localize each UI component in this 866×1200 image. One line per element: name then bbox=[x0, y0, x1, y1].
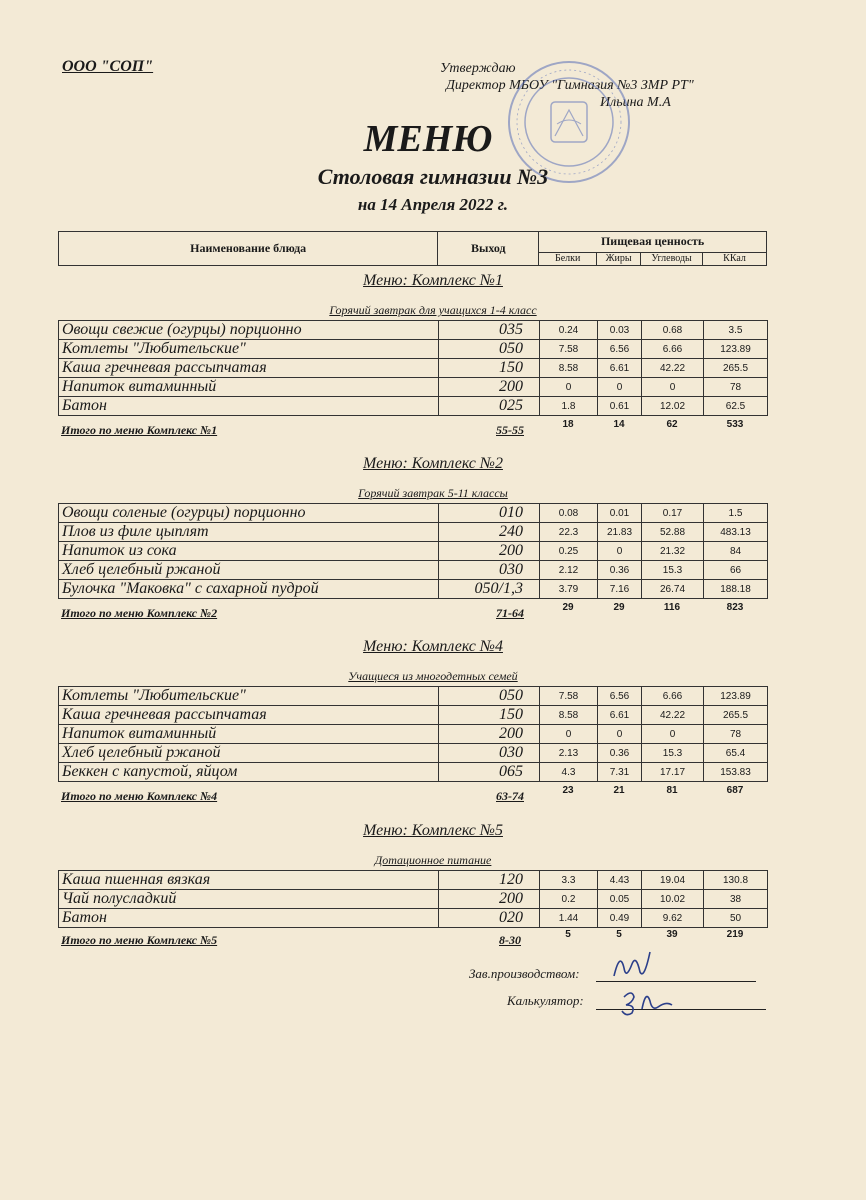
section-table bbox=[58, 870, 768, 928]
dish-kcal: 50 bbox=[704, 909, 768, 928]
dish-fat: 7.16 bbox=[598, 580, 642, 599]
dish-fat: 21.83 bbox=[598, 523, 642, 542]
dish-carbs: 15.3 bbox=[642, 561, 704, 580]
dish-fat: 4.43 bbox=[598, 871, 642, 890]
menu-item-row bbox=[59, 763, 768, 782]
dish-fat: 6.56 bbox=[598, 687, 642, 706]
dish-yield: 200 bbox=[439, 725, 540, 744]
company-name: ООО "СОП" bbox=[62, 58, 154, 75]
dish-kcal: 483.13 bbox=[704, 523, 768, 542]
dish-fat: 0.61 bbox=[598, 397, 642, 416]
dish-protein: 22.3 bbox=[540, 523, 598, 542]
dish-carbs: 0 bbox=[642, 725, 704, 744]
dish-fat: 0 bbox=[598, 542, 642, 561]
dish-protein: 7.58 bbox=[540, 687, 598, 706]
dish-fat: 0.36 bbox=[598, 561, 642, 580]
total-kcal: 687 bbox=[726, 785, 744, 796]
header-nutrition: Пищевая ценность bbox=[539, 232, 767, 253]
dish-name: Напиток витаминный bbox=[59, 725, 439, 744]
dish-fat: 0 bbox=[598, 378, 642, 397]
dish-name: Напиток витаминный bbox=[59, 378, 439, 397]
header-carbs: Углеводы bbox=[641, 252, 703, 265]
dish-yield: 150 bbox=[439, 706, 540, 725]
dish-kcal: 123.89 bbox=[704, 340, 768, 359]
production-signature bbox=[606, 946, 656, 986]
dish-name: Напиток из сока bbox=[59, 542, 439, 561]
menu-item-row bbox=[59, 744, 768, 763]
dish-name: Каша гречневая рассыпчатая bbox=[59, 359, 439, 378]
dish-kcal: 130.8 bbox=[704, 871, 768, 890]
dish-name: Овощи соленые (огурцы) порционно bbox=[59, 504, 439, 523]
dish-carbs: 52.88 bbox=[642, 523, 704, 542]
dish-kcal: 62.5 bbox=[704, 397, 768, 416]
menu-item-row bbox=[59, 706, 768, 725]
dish-kcal: 265.5 bbox=[704, 706, 768, 725]
page-title bbox=[0, 117, 866, 161]
dish-carbs: 21.32 bbox=[642, 542, 704, 561]
section-table bbox=[58, 503, 768, 599]
dish-protein: 2.12 bbox=[540, 561, 598, 580]
menu-item-row bbox=[59, 542, 768, 561]
dish-yield: 030 bbox=[439, 744, 540, 763]
dish-kcal: 84 bbox=[704, 542, 768, 561]
dish-protein: 0.25 bbox=[540, 542, 598, 561]
dish-carbs: 26.74 bbox=[642, 580, 704, 599]
approve-name: Ильина М.А bbox=[600, 95, 671, 110]
dish-protein: 3.79 bbox=[540, 580, 598, 599]
dish-fat: 6.56 bbox=[598, 340, 642, 359]
dish-fat: 0.01 bbox=[598, 504, 642, 523]
dish-yield: 240 bbox=[439, 523, 540, 542]
dish-name: Беккен с капустой, яйцом bbox=[59, 763, 439, 782]
section-subtitle: Горячий завтрак для учащихся 1-4 класс bbox=[329, 303, 537, 317]
section-title: Меню: Комплекс №2 bbox=[363, 455, 503, 472]
dish-name: Хлеб целебный ржаной bbox=[59, 744, 439, 763]
dish-name: Булочка "Маковка" с сахарной пудрой bbox=[59, 580, 439, 599]
menu-item-row bbox=[59, 725, 768, 744]
menu-item-row bbox=[59, 890, 768, 909]
dish-protein: 2.13 bbox=[540, 744, 598, 763]
menu-item-row bbox=[59, 321, 768, 340]
menu-item-row bbox=[59, 580, 768, 599]
dish-yield: 035 bbox=[439, 321, 540, 340]
dish-name: Плов из филе цыплят bbox=[59, 523, 439, 542]
section-title: Меню: Комплекс №4 bbox=[363, 638, 503, 655]
total-yield: 55-55 bbox=[496, 423, 524, 437]
dish-fat: 7.31 bbox=[598, 763, 642, 782]
dish-carbs: 12.02 bbox=[642, 397, 704, 416]
dish-carbs: 10.02 bbox=[642, 890, 704, 909]
dish-yield: 065 bbox=[439, 763, 540, 782]
header-fat: Жиры bbox=[597, 252, 641, 265]
total-yield: 63-74 bbox=[496, 789, 524, 803]
total-protein: 29 bbox=[562, 602, 574, 613]
page-subtitle: Столовая гимназии №3 bbox=[317, 164, 549, 189]
dish-carbs: 42.22 bbox=[642, 359, 704, 378]
total-carbs: 81 bbox=[666, 785, 678, 796]
dish-kcal: 188.18 bbox=[704, 580, 768, 599]
dish-carbs: 15.3 bbox=[642, 744, 704, 763]
dish-kcal: 78 bbox=[704, 725, 768, 744]
dish-fat: 0.03 bbox=[598, 321, 642, 340]
dish-kcal: 123.89 bbox=[704, 687, 768, 706]
dish-kcal: 3.5 bbox=[704, 321, 768, 340]
dish-kcal: 1.5 bbox=[704, 504, 768, 523]
total-carbs: 39 bbox=[666, 929, 678, 940]
dish-yield: 030 bbox=[439, 561, 540, 580]
dish-fat: 0.49 bbox=[598, 909, 642, 928]
section-title: Меню: Комплекс №1 bbox=[363, 272, 503, 289]
dish-carbs: 6.66 bbox=[642, 687, 704, 706]
dish-yield: 010 bbox=[439, 504, 540, 523]
total-protein: 5 bbox=[565, 929, 571, 940]
menu-item-row bbox=[59, 523, 768, 542]
total-label: Итого по меню Комплекс №2 bbox=[61, 606, 218, 620]
dish-kcal: 78 bbox=[704, 378, 768, 397]
production-manager-label: Зав.производством: bbox=[469, 966, 580, 981]
dish-carbs: 6.66 bbox=[642, 340, 704, 359]
dish-fat: 0.36 bbox=[598, 744, 642, 763]
dish-name: Батон bbox=[59, 397, 439, 416]
dish-yield: 200 bbox=[439, 542, 540, 561]
total-kcal: 823 bbox=[726, 602, 744, 613]
dish-kcal: 66 bbox=[704, 561, 768, 580]
dish-fat: 6.61 bbox=[598, 706, 642, 725]
dish-yield: 050 bbox=[439, 687, 540, 706]
dish-yield: 120 bbox=[439, 871, 540, 890]
section-title: Меню: Комплекс №5 bbox=[363, 822, 503, 839]
total-kcal: 219 bbox=[726, 929, 744, 940]
menu-item-row bbox=[59, 561, 768, 580]
section-subtitle: Учащиеся из многодетных семей bbox=[348, 669, 518, 683]
dish-protein: 0.24 bbox=[540, 321, 598, 340]
calculator-label: Калькулятор: bbox=[507, 993, 584, 1008]
menu-item-row bbox=[59, 687, 768, 706]
menu-item-row bbox=[59, 340, 768, 359]
section-total bbox=[58, 602, 767, 620]
dish-fat: 0 bbox=[598, 725, 642, 744]
dish-yield: 200 bbox=[439, 890, 540, 909]
total-yield: 71-64 bbox=[496, 606, 524, 620]
section-table bbox=[58, 320, 768, 416]
dish-kcal: 265.5 bbox=[704, 359, 768, 378]
total-kcal: 533 bbox=[726, 419, 744, 430]
dish-name: Батон bbox=[59, 909, 439, 928]
dish-protein: 0.2 bbox=[540, 890, 598, 909]
column-header-table bbox=[58, 231, 767, 266]
dish-carbs: 9.62 bbox=[642, 909, 704, 928]
dish-yield: 050 bbox=[439, 340, 540, 359]
dish-protein: 0 bbox=[540, 378, 598, 397]
menu-item-row bbox=[59, 909, 768, 928]
total-carbs: 62 bbox=[666, 419, 678, 430]
dish-protein: 1.8 bbox=[540, 397, 598, 416]
header-kcal: ККал bbox=[703, 252, 767, 265]
menu-item-row bbox=[59, 504, 768, 523]
dish-name: Чай полусладкий bbox=[59, 890, 439, 909]
total-label: Итого по меню Комплекс №1 bbox=[61, 423, 218, 437]
section-subtitle: Дотационное питание bbox=[374, 853, 492, 867]
dish-carbs: 42.22 bbox=[642, 706, 704, 725]
dish-carbs: 0.68 bbox=[642, 321, 704, 340]
section-table bbox=[58, 686, 768, 782]
total-fat: 14 bbox=[613, 419, 625, 430]
dish-carbs: 17.17 bbox=[642, 763, 704, 782]
total-fat: 21 bbox=[613, 785, 625, 796]
dish-carbs: 0.17 bbox=[642, 504, 704, 523]
page-title-text: МЕНЮ bbox=[363, 118, 493, 160]
total-fat: 5 bbox=[616, 929, 622, 940]
dish-kcal: 38 bbox=[704, 890, 768, 909]
approve-position: Директор МБОУ "Гимназия №3 ЗМР РТ" bbox=[446, 78, 694, 93]
section-subtitle: Горячий завтрак 5-11 классы bbox=[358, 486, 508, 500]
menu-item-row bbox=[59, 871, 768, 890]
dish-carbs: 19.04 bbox=[642, 871, 704, 890]
total-fat: 29 bbox=[613, 602, 625, 613]
dish-yield: 200 bbox=[439, 378, 540, 397]
section-total bbox=[58, 419, 767, 437]
dish-carbs: 0 bbox=[642, 378, 704, 397]
dish-protein: 3.3 bbox=[540, 871, 598, 890]
header-yield: Выход bbox=[438, 232, 539, 266]
total-protein: 18 bbox=[562, 419, 574, 430]
dish-fat: 0.05 bbox=[598, 890, 642, 909]
dish-fat: 6.61 bbox=[598, 359, 642, 378]
total-carbs: 116 bbox=[663, 602, 681, 613]
total-label: Итого по меню Комплекс №4 bbox=[61, 789, 218, 803]
dish-name: Каша гречневая рассыпчатая bbox=[59, 706, 439, 725]
dish-name: Хлеб целебный ржаной bbox=[59, 561, 439, 580]
dish-protein: 1.44 bbox=[540, 909, 598, 928]
dish-protein: 8.58 bbox=[540, 706, 598, 725]
menu-item-row bbox=[59, 378, 768, 397]
menu-item-row bbox=[59, 359, 768, 378]
dish-yield: 020 bbox=[439, 909, 540, 928]
approve-word: Утверждаю bbox=[440, 61, 516, 76]
dish-kcal: 153.83 bbox=[704, 763, 768, 782]
header-protein: Белки bbox=[539, 252, 597, 265]
dish-protein: 7.58 bbox=[540, 340, 598, 359]
dish-protein: 0.08 bbox=[540, 504, 598, 523]
dish-name: Каша пшенная вязкая bbox=[59, 871, 439, 890]
section-total bbox=[58, 785, 767, 803]
dish-name: Котлеты "Любительские" bbox=[59, 340, 439, 359]
header-name: Наименование блюда bbox=[59, 232, 438, 266]
menu-item-row bbox=[59, 397, 768, 416]
dish-protein: 0 bbox=[540, 725, 598, 744]
total-label: Итого по меню Комплекс №5 bbox=[61, 933, 218, 947]
dish-protein: 8.58 bbox=[540, 359, 598, 378]
dish-yield: 150 bbox=[439, 359, 540, 378]
section-total bbox=[58, 929, 767, 947]
dish-name: Овощи свежие (огурцы) порционно bbox=[59, 321, 439, 340]
dish-yield: 050/1,3 bbox=[439, 580, 540, 599]
dish-kcal: 65.4 bbox=[704, 744, 768, 763]
calculator-signature bbox=[618, 985, 678, 1019]
total-yield: 8-30 bbox=[499, 933, 521, 947]
dish-name: Котлеты "Любительские" bbox=[59, 687, 439, 706]
dish-protein: 4.3 bbox=[540, 763, 598, 782]
total-protein: 23 bbox=[562, 785, 574, 796]
dish-yield: 025 bbox=[439, 397, 540, 416]
menu-date: на 14 Апреля 2022 г. bbox=[357, 195, 509, 214]
